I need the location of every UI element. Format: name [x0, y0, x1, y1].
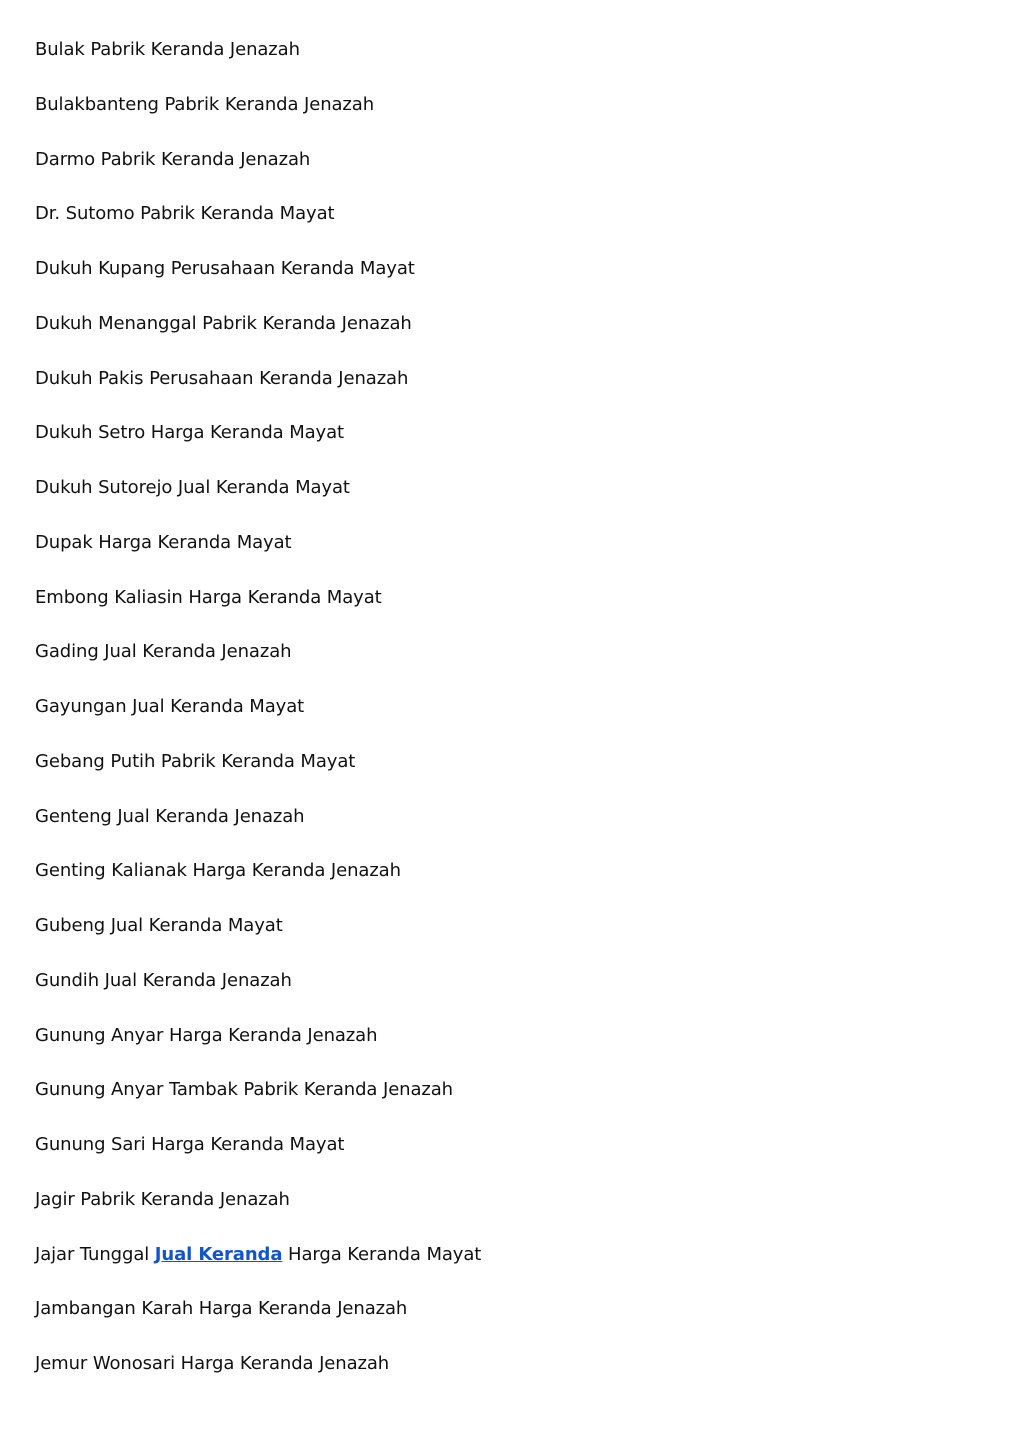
list-item-text-before: Jajar Tunggal: [35, 1243, 155, 1265]
list-item: Dupak Harga Keranda Mayat: [35, 531, 292, 553]
list-item: Gunung Anyar Harga Keranda Jenazah: [35, 1024, 378, 1046]
list-item: Jambangan Karah Harga Keranda Jenazah: [35, 1298, 408, 1320]
list-item: Gading Jual Keranda Jenazah: [35, 641, 292, 663]
list-item: Darmo Pabrik Keranda Jenazah: [35, 148, 311, 170]
list-item: Dr. Sutomo Pabrik Keranda Mayat: [35, 203, 335, 225]
list-item-with-link: [35, 1241, 481, 1296]
list-item: Dukuh Pakis Perusahaan Keranda Jenazah: [35, 367, 409, 389]
list-item: Dukuh Kupang Perusahaan Keranda Mayat: [35, 258, 415, 279]
list-item: Bulak Pabrik Keranda Jenazah: [35, 39, 300, 60]
list-item: Genting Kalianak Harga Keranda Jenazah: [35, 860, 401, 882]
location-list: [35, 36, 481, 1405]
list-item-text-after: Harga Keranda Mayat: [282, 1243, 482, 1265]
list-item: Embong Kaliasin Harga Keranda Mayat: [35, 586, 382, 608]
list-item: Bulakbanteng Pabrik Keranda Jenazah: [35, 93, 375, 115]
list-item: Genteng Jual Keranda Jenazah: [35, 805, 305, 827]
list-item: Jagir Pabrik Keranda Jenazah: [35, 1188, 290, 1210]
list-item: Gunung Anyar Tambak Pabrik Keranda Jenazah: [35, 1079, 453, 1101]
list-item: Gunung Sari Harga Keranda Mayat: [35, 1134, 345, 1155]
list-item: Dukuh Setro Harga Keranda Mayat: [35, 422, 344, 444]
list-item: Gubeng Jual Keranda Mayat: [35, 915, 283, 936]
list-item: Dukuh Sutorejo Jual Keranda Mayat: [35, 477, 350, 498]
list-item: Dukuh Menanggal Pabrik Keranda Jenazah: [35, 312, 412, 334]
jual-keranda-link[interactable]: Jual Keranda: [154, 1243, 283, 1265]
list-item: Gebang Putih Pabrik Keranda Mayat: [35, 750, 356, 772]
list-item: Jemur Wonosari Harga Keranda Jenazah: [35, 1353, 390, 1374]
list-item: Gayungan Jual Keranda Mayat: [35, 696, 305, 717]
list-item: Gundih Jual Keranda Jenazah: [35, 969, 292, 991]
